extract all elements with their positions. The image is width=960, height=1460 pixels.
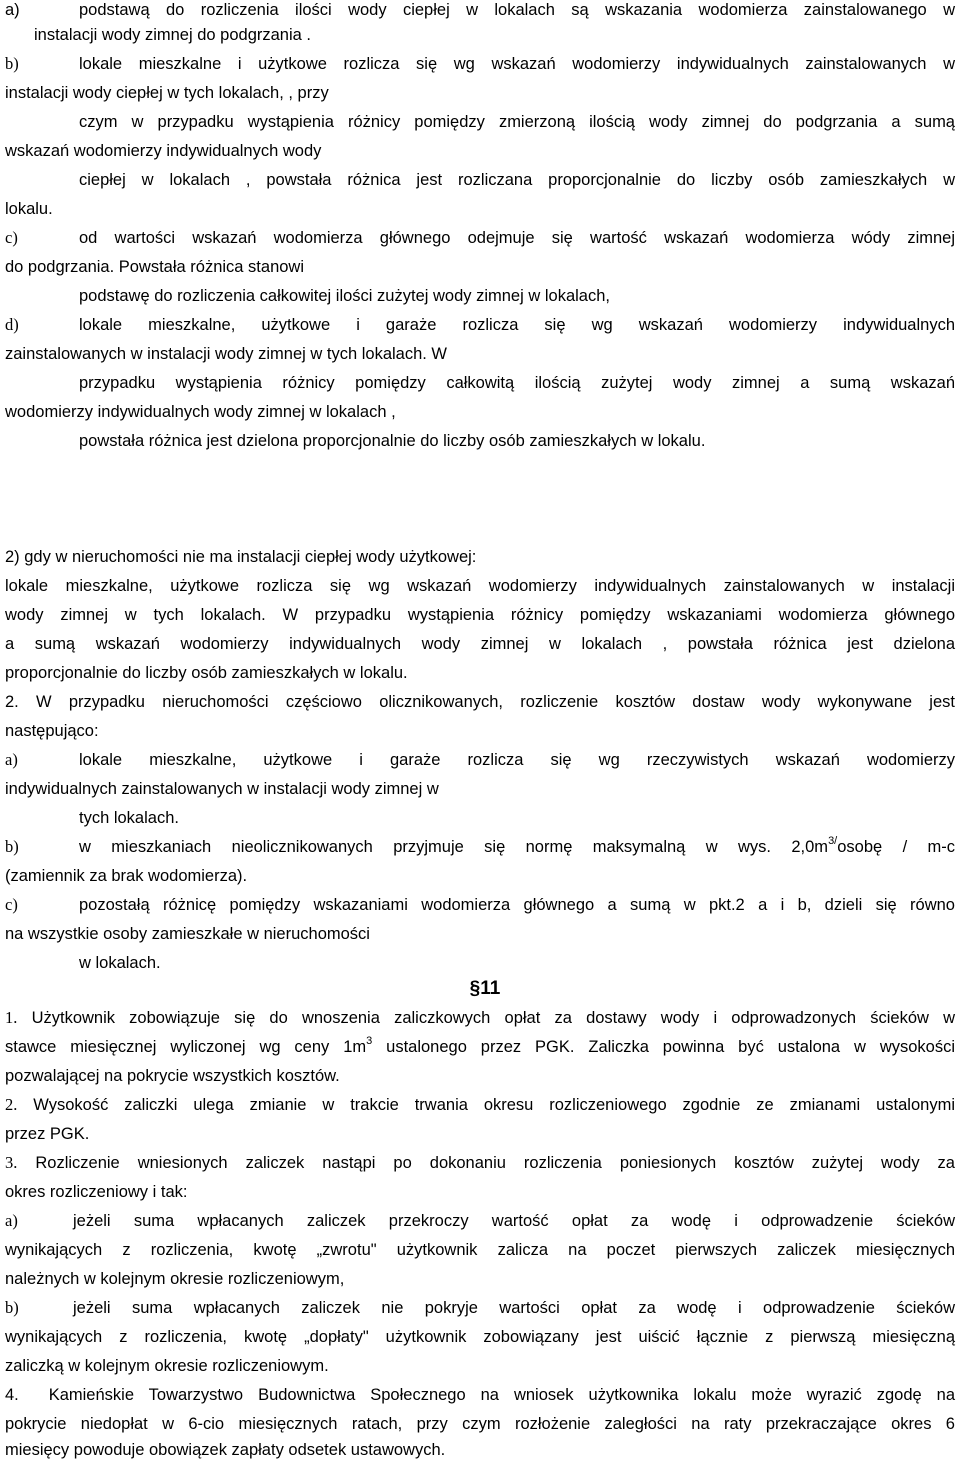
text-line — [5, 1440, 955, 1460]
line-text: Kamieńskie Towarzystwo Budownictwa Społecznego na wniosek użytkownika lokalu może wyrazić zgodę na — [48, 1386, 955, 1404]
text-line — [5, 1153, 955, 1173]
line-text: Użytkownik zobowiązuje się do wnoszenia zaliczkowych opłat za dostawy wody i odprowadzonych ścieków w — [31, 1009, 956, 1027]
line-text-part: stawce miesięcznej wyliczonej wg ceny 1m — [5, 1038, 367, 1056]
line-text: podstawą do rozliczenia ilości wody ciepłej w lokalach są wskazania wodomierza zainstalowanego w — [79, 1, 955, 19]
list-marker: 2. — [5, 1095, 18, 1114]
text-line — [79, 286, 955, 306]
line-text: instalacji wody zimnej do podgrzania . — [34, 26, 311, 44]
line-text: powstała różnica jest dzielona proporcjonalnie do liczby osób zamieszkałych w lokalu. — [79, 432, 706, 450]
text-line — [5, 1182, 955, 1202]
line-text: lokale mieszkalne, użytkowe i garaże rozlicza się wg wskazań wodomierzy indywidualnych — [79, 316, 955, 334]
text-line — [79, 953, 955, 973]
list-marker: c) — [5, 895, 18, 914]
line-text: Wysokość zaliczki ulega zmianie w trakcie trwania okresu rozliczeniowego zgodnie ze zmianami ustalonymi — [33, 1096, 955, 1114]
line-text — [5, 1034, 956, 1056]
line-text: pokrycie niedopłat w 6-cio miesięcznych ratach, przy czym rozłożenie zaległości na raty przekraczające okres 6 — [5, 1415, 955, 1433]
text-line — [5, 1385, 955, 1405]
line-text: następująco: — [5, 722, 99, 740]
line-text: wodomierzy indywidualnych wody zimnej w lokalach , — [5, 403, 396, 421]
list-marker: c) — [5, 228, 18, 247]
line-text-part: ustalonego przez PGK. Zaliczka powinna być ustalona w wysokości — [372, 1038, 956, 1056]
text-line — [5, 141, 955, 161]
line-text: jeżeli suma wpłacanych zaliczek przekroczy wartość opłat za wodę i odprowadzenie ścieków — [73, 1212, 955, 1230]
text-line — [5, 1211, 955, 1231]
list-marker: 1. — [5, 1008, 18, 1027]
text-line — [5, 576, 955, 596]
line-text: przypadku wystąpienia różnicy pomiędzy całkowitą ilością zużytej wody zimnej a sumą wskazań — [79, 374, 955, 392]
text-line — [5, 1356, 955, 1376]
line-text: pozwalającej na pokrycie wszystkich kosztów. — [5, 1067, 340, 1085]
line-text: należnych w kolejnym okresie rozliczeniowym, — [5, 1270, 345, 1288]
text-line — [5, 83, 955, 103]
line-text: czym w przypadku wystąpienia różnicy pomiędzy zmierzoną ilością wody zimnej do podgrzania a sumą — [79, 113, 955, 131]
line-text: przez PGK. — [5, 1125, 90, 1143]
line-text-part: osobę / m-c — [837, 838, 956, 856]
text-line — [5, 634, 955, 654]
text-line — [5, 895, 955, 915]
text-line — [5, 54, 955, 74]
text-line — [5, 834, 956, 857]
text-line — [5, 1008, 955, 1028]
text-line — [5, 228, 955, 248]
list-marker: a) — [5, 750, 18, 769]
list-marker: d) — [5, 315, 19, 334]
text-line — [5, 750, 955, 770]
line-text: lokale mieszkalne, użytkowe rozlicza się wg wskazań wodomierzy indywidualnych zainstalowanych w instalacji — [5, 577, 955, 595]
line-text — [79, 834, 956, 856]
line-text: wody zimnej w tych lokalach. W przypadku wystąpienia różnicy pomiędzy wskazaniami wodomierza głównego — [5, 606, 955, 624]
text-line — [79, 431, 955, 451]
heading-text: §11 — [469, 978, 501, 999]
line-text: podstawę do rozliczenia całkowitej ilości zużytej wody zimnej w lokalach, — [79, 287, 610, 305]
text-line — [5, 663, 955, 683]
line-text: wskazań wodomierzy indywidualnych wody — [5, 142, 322, 160]
line-text: do podgrzania. Powstała różnica stanowi — [5, 258, 305, 276]
text-line — [5, 344, 955, 364]
line-text: lokale mieszkalne, użytkowe i garaże rozlicza się wg rzeczywistych wskazań wodomierzy — [79, 751, 955, 769]
text-line — [5, 1066, 955, 1086]
line-text: indywidualnych zainstalowanych w instalacji wody zimnej w — [5, 780, 439, 798]
text-line — [34, 25, 960, 45]
list-marker: a) — [5, 1, 20, 19]
list-marker: a) — [5, 1211, 18, 1230]
text-line — [5, 547, 955, 567]
line-text: ciepłej w lokalach , powstała różnica jest rozliczana proporcjonalnie do liczby osób zamieszkałych w — [79, 171, 955, 189]
line-text: pozostałą różnicę pomiędzy wskazaniami wodomierza głównego a sumą w pkt.2 a i b, dzieli się równo — [79, 896, 955, 914]
text-line — [5, 402, 955, 422]
section-heading — [5, 978, 960, 1000]
text-line — [79, 170, 955, 190]
text-line — [5, 257, 955, 277]
line-text: zaliczką w kolejnym okresie rozliczeniowym. — [5, 1357, 329, 1375]
line-text: lokale mieszkalne i użytkowe rozlicza się wg wskazań wodomierzy indywidualnych zainstalowanych w — [79, 55, 955, 73]
text-line — [5, 1269, 955, 1289]
line-text: (zamiennik za brak wodomierza). — [5, 867, 248, 885]
text-line — [5, 1327, 955, 1347]
text-line — [5, 692, 955, 712]
line-text: wynikających z rozliczenia, kwotę „dopłaty" użytkownik zobowiązany jest uiścić łącznie z pierwszą miesięczną — [5, 1328, 955, 1346]
list-marker: b) — [5, 54, 19, 73]
text-line — [79, 373, 955, 393]
text-line — [5, 0, 955, 20]
line-text: 2. W przypadku nieruchomości częściowo olicznikowanych, rozliczenie kosztów dostaw wody wykonywane jest — [5, 693, 955, 711]
text-line — [5, 315, 955, 335]
line-text: w lokalach. — [79, 954, 161, 972]
superscript: 3/ — [828, 834, 838, 847]
line-text: zainstalowanych w instalacji wody zimnej w tych lokalach. W — [5, 345, 448, 363]
text-line — [79, 112, 955, 132]
superscript: 3 — [366, 1034, 373, 1047]
line-text: Rozliczenie wniesionych zaliczek nastąpi po dokonaniu rozliczenia poniesionych kosztów zużytej wody za — [35, 1154, 955, 1172]
text-line — [5, 1240, 955, 1260]
line-text: instalacji wody ciepłej w tych lokalach, , przy — [5, 84, 329, 102]
list-marker: 4. — [5, 1386, 19, 1404]
text-line — [5, 866, 955, 886]
text-line — [5, 1414, 955, 1434]
line-text: wynikających z rozliczenia, kwotę „zwrotu" użytkownik zalicza na poczet pierwszych zaliczek miesięcznych — [5, 1241, 955, 1259]
line-text-part: w mieszkaniach nieolicznikowanych przyjmuje się normę maksymalną w wys. 2,0m — [79, 838, 829, 856]
line-text: jeżeli suma wpłacanych zaliczek nie pokryje wartości opłat za wodę i odprowadzenie ścieków — [73, 1299, 955, 1317]
line-text: a sumą wskazań wodomierzy indywidualnych wody zimnej w lokalach , powstała różnica jest dzielona — [5, 635, 955, 653]
text-line — [5, 779, 955, 799]
text-line — [5, 605, 955, 625]
list-marker: 3. — [5, 1153, 18, 1172]
line-text: lokalu. — [5, 200, 53, 218]
line-text: od wartości wskazań wodomierza głównego odejmuje się wartość wskazań wodomierza wódy zimnej — [79, 229, 955, 247]
text-line — [5, 199, 955, 219]
line-text: na wszystkie osoby zamieszkałe w nieruchomości — [5, 925, 370, 943]
text-line — [5, 1298, 955, 1318]
text-line — [5, 1124, 955, 1144]
list-marker: b) — [5, 837, 19, 856]
text-line — [5, 924, 955, 944]
text-line — [5, 721, 955, 741]
text-line — [5, 1095, 955, 1115]
line-text: proporcjonalnie do liczby osób zamieszkałych w lokalu. — [5, 664, 408, 682]
text-line — [5, 1034, 956, 1057]
text-line — [79, 808, 955, 828]
line-text: tych lokalach. — [79, 809, 179, 827]
line-text: okres rozliczeniowy i tak: — [5, 1183, 188, 1201]
list-marker: b) — [5, 1298, 19, 1317]
line-text: miesięcy powoduje obowiązek zapłaty odsetek ustawowych. — [5, 1441, 446, 1459]
line-text: 2) gdy w nieruchomości nie ma instalacji ciepłej wody użytkowej: — [5, 548, 477, 566]
